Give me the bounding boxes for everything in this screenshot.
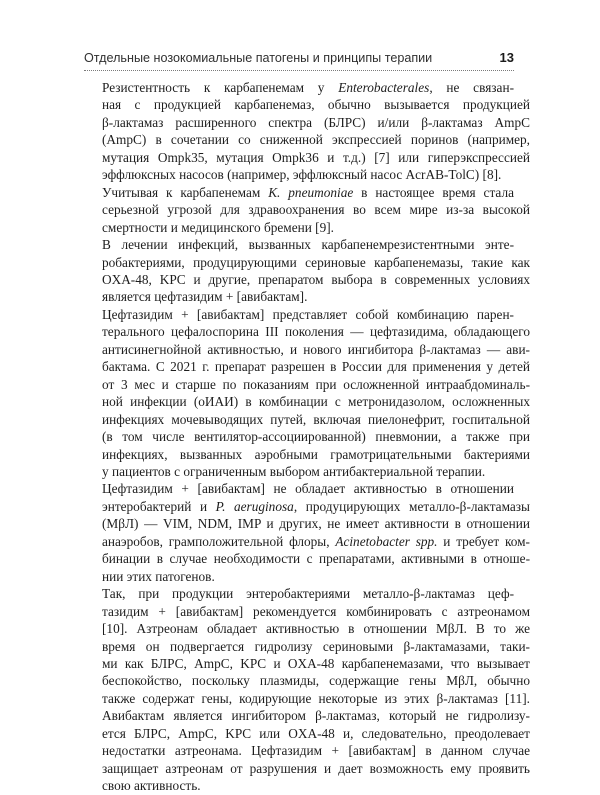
text-run: бинации в случае необходимости с препаратами, активными в отноше- (102, 551, 530, 567)
text-run: ной инфекции (оИАИ) в комбинации с метронидазолом, осложненных (102, 394, 530, 410)
text-line (86, 393, 530, 410)
text-run: Цефтазидим + [авибактам] представляет собой комбинацию парен- (102, 306, 514, 322)
text-run: (МβЛ) — VIM, NDM, IMP и других, не имеет активности в отношении (102, 516, 530, 532)
text-line (86, 428, 530, 445)
italic-term: Acinetobacter spp. (335, 533, 438, 549)
text-line (86, 620, 530, 637)
text-line (86, 306, 514, 323)
text-line (86, 341, 530, 358)
paragraph (86, 306, 530, 481)
text-run: в настоящее время стала (353, 184, 514, 200)
text-line (86, 79, 514, 96)
text-run: ется БЛРС, AmpC, KPC или OXA-48 и, следовательно, преодолевает (102, 725, 530, 741)
text-run: ми как БЛРС, AmpC, KPC и OXA-48 карбапенемазами, что вызывает (102, 655, 530, 671)
text-line (86, 498, 530, 515)
text-line (86, 411, 530, 428)
text-run: у пациентов с ограниченным выбором антибактериальной терапии. (102, 463, 486, 479)
text-line (86, 585, 514, 602)
text-run: (в том числе вентилятор-ассоциированной) пневмонии, а также при (102, 429, 530, 445)
text-line (86, 166, 514, 183)
paragraph (86, 480, 530, 585)
text-run: защищает азтреонам от разрушения и дает возможность ему проявить (102, 760, 530, 776)
paragraph (86, 585, 530, 794)
text-line (86, 655, 530, 672)
text-line (86, 480, 514, 497)
text-run: Авибактам является ингибитором β-лактамаз, который не гидролизу- (102, 708, 530, 724)
text-line (86, 219, 514, 236)
text-run: (AmpC) в сочетании со сниженной экспрессией поринов (например, (102, 132, 530, 148)
text-line (86, 550, 530, 567)
text-run: , не связан- (429, 80, 515, 95)
text-line (86, 777, 514, 794)
text-run: ная с продукцией карбапенемаз, обычно вызывается продукцией (102, 97, 530, 113)
text-run: нии этих патогенов. (102, 568, 215, 584)
text-run: серьезной угрозой для здравоохранения во всем мире из-за высокой (102, 202, 530, 218)
running-title: Отдельные нозокомиальные патогены и принципы терапии (84, 51, 433, 65)
text-line (86, 463, 514, 480)
text-line (86, 603, 530, 620)
text-run: Цефтазидим + [авибактам] не обладает активностью в отношении (102, 481, 514, 497)
text-run: анаэробов, грамположительной флоры, (102, 533, 336, 549)
text-run: беспокойство, поскольку плазмиды, содержащие гены МβЛ, обычно (102, 673, 530, 689)
text-run: недостатки азтреонама. Цефтазидим + [авибактам] в данном случае (102, 743, 530, 759)
text-line (86, 271, 530, 288)
text-line (86, 96, 530, 113)
text-line (86, 323, 530, 340)
text-line (86, 131, 530, 148)
italic-term: Enterobacterales (338, 80, 430, 95)
text-line (86, 568, 514, 585)
text-line (86, 358, 530, 375)
text-line (86, 690, 530, 707)
text-line (86, 707, 530, 724)
text-line (86, 638, 530, 655)
text-run: время он подвергается гидролизу сериновыми β-лактамазами, таки- (102, 638, 530, 654)
text-line (86, 742, 530, 759)
text-line (86, 184, 514, 201)
header-dotted-rule (84, 70, 514, 71)
text-run: Резистентность к карбапенемам у (102, 80, 339, 95)
text-run: энтеробактерий и (102, 498, 216, 514)
text-run: OXA-48, KPC и другие, препаратом выбора в современных условиях (102, 271, 530, 287)
text-line (86, 236, 514, 253)
text-run: Учитывая к карбапенемам (102, 184, 269, 200)
text-line (86, 149, 530, 166)
text-line (86, 254, 530, 271)
paragraph (86, 184, 530, 236)
text-run: свою активность. (102, 778, 201, 794)
text-line (86, 376, 530, 393)
italic-term: K. pneumoniae (268, 184, 354, 200)
text-line (86, 533, 530, 550)
running-header (84, 50, 514, 68)
text-line (86, 288, 514, 305)
text-run: мутация Ompk35, мутация Ompk36 и т.д.) [7] или гиперэкспрессией (102, 149, 530, 165)
text-run: тазидим + [авибактам] рекомендуется комбинировать с азтреонамом (102, 603, 530, 619)
text-run: , продуцирующих металло-β-лактамазы (293, 498, 530, 514)
text-line (86, 672, 530, 689)
text-run: β-лактамаз расширенного спектра (БЛРС) и/или β-лактамаз AmpC (102, 114, 530, 130)
paragraph (86, 236, 530, 306)
text-run: В лечении инфекций, вызванных карбапенемрезистентными энте- (102, 237, 514, 253)
paragraph (86, 79, 530, 184)
text-run: антисинегнойной активностью, и нового ингибитора β-лактамаз — ави- (102, 341, 530, 357)
text-run: бактама. С 2021 г. препарат разрешен в России для применения у детей (102, 359, 530, 375)
text-run: инфекциях, вызванных аэробными грамотрицательными бактериями (102, 446, 530, 462)
text-run: также содержат гены, кодирующие некоторые из этих β-лактамаз [11]. (102, 690, 530, 706)
text-line (86, 201, 530, 218)
text-run: [10]. Азтреонам обладает активностью в отношении МβЛ. В то же (102, 621, 530, 637)
text-run: Так, при продукции энтеробактериями металло-β-лактамаз цеф- (102, 586, 514, 602)
body-text (86, 79, 530, 795)
text-run: эффлюксных насосов (например, эффлюксный насос AcrAB-TolC) [8]. (102, 167, 502, 183)
page-number: 13 (499, 50, 514, 65)
text-run: смертности и медицинского бремени [9]. (102, 219, 335, 235)
text-run: и требует ком- (437, 533, 530, 549)
text-line (86, 760, 530, 777)
text-run: робактериями, продуцирующими сериновые карбапенемазы, такие как (102, 254, 530, 270)
text-run: от 3 мес и старше по показаниям при осложненной интраабдоминаль- (102, 376, 530, 392)
text-line (86, 725, 530, 742)
text-line (86, 446, 530, 463)
text-run: инфекциях мочевыводящих путей, включая пиелонефрит, госпитальной (102, 411, 530, 427)
italic-term: P. aeruginosa (215, 498, 294, 514)
text-line (86, 515, 530, 532)
text-run: является цефтазидим + [авибактам]. (102, 289, 308, 305)
text-line (86, 114, 530, 131)
text-run: терального цефалоспорина III поколения — цефтазидима, обладающего (102, 324, 530, 340)
